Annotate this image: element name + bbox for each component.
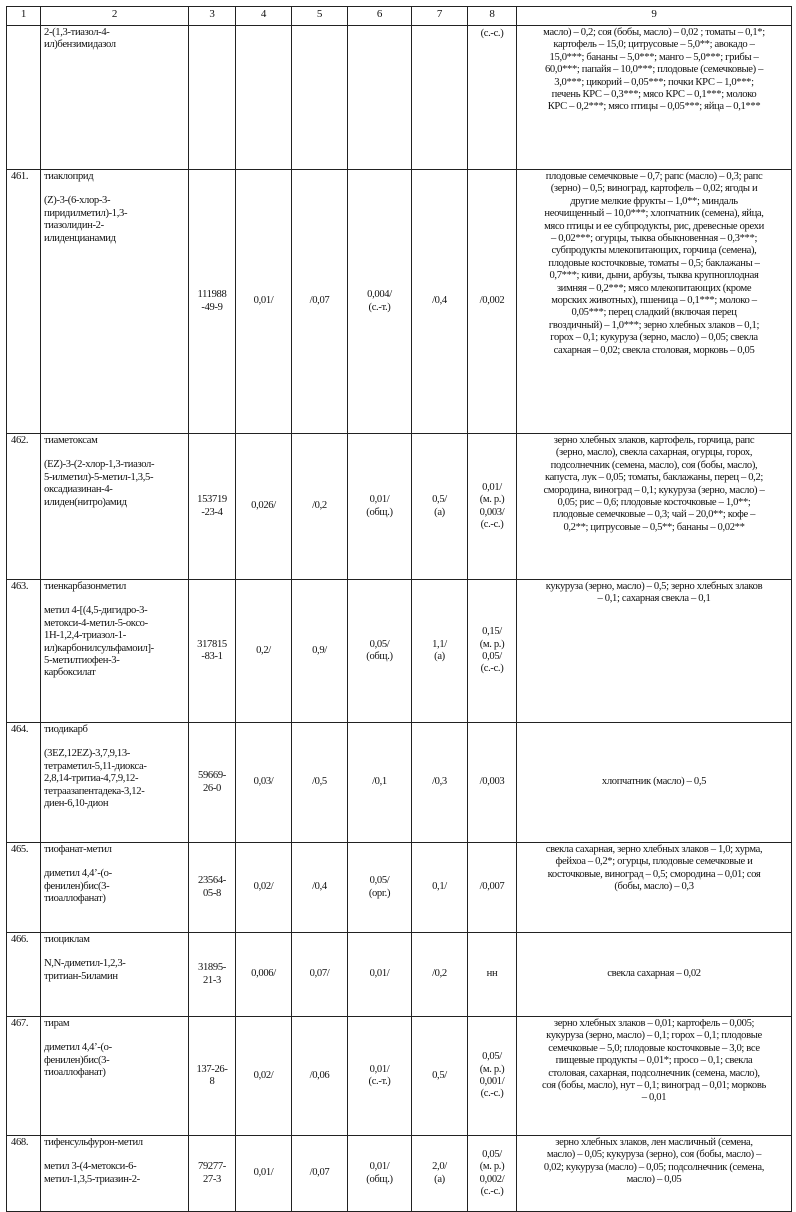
substance-cell bbox=[41, 580, 189, 723]
value-col-7: 2,0/ (а) bbox=[412, 1136, 468, 1212]
value-col-4: 0,01/ bbox=[236, 170, 292, 434]
value-col-7: /0,3 bbox=[412, 723, 468, 843]
value-col-8: 0,05/ (м. р.) 0,002/ (с.-с.) bbox=[468, 1136, 517, 1212]
substance-name: тиодикарб bbox=[44, 724, 88, 735]
value-col-6: 0,05/ (общ.) bbox=[348, 580, 412, 723]
value-col-7: 0,5/ bbox=[412, 1017, 468, 1136]
food-residue-limits: зерно хлебных злаков, картофель, горчица, рапс (зерно, масло), свекла сахарная, огурцы, горох, подсолнечник (семена, масло), соя (бобы, масло), капуста, лук – 0,05; томаты, баклажаны, перец – 0,2; смородина, виноград – 0,1; кукуруза (зерно, масло) – 0,05; рис – 0,6; плодовые косточковые – 1,0**; плодовые семечковые – 0,3; чай – 20,0**; кофе – 0,2**; цитрусовые – 0,5**; бананы – 0,02** bbox=[517, 434, 792, 580]
value-col-8: (с.-с.) bbox=[468, 26, 517, 170]
value-col-5: /0,2 bbox=[292, 434, 348, 580]
value-col-6: 0,004/ (с.-т.) bbox=[348, 170, 412, 434]
column-header: 9 bbox=[517, 7, 792, 26]
substance-cell bbox=[41, 434, 189, 580]
cas-number: 59669- 26-0 bbox=[189, 723, 236, 843]
row-number: 466. bbox=[7, 933, 41, 1017]
value-col-8: 0,05/ (м. р.) 0,001/ (с.-с.) bbox=[468, 1017, 517, 1136]
value-col-6: /0,1 bbox=[348, 723, 412, 843]
substance-name: тиоциклам bbox=[44, 934, 90, 945]
row-number: 465. bbox=[7, 843, 41, 933]
chemical-name: метил 3-(4-метокси-6- метил-1,3,5-триазин-2- bbox=[44, 1161, 140, 1185]
food-residue-limits: кукуруза (зерно, масло) – 0,5; зерно хлебных злаков – 0,1; сахарная свекла – 0,1 bbox=[517, 580, 792, 723]
value-col-6: 0,05/ (орг.) bbox=[348, 843, 412, 933]
column-header: 5 bbox=[292, 7, 348, 26]
row-number: 468. bbox=[7, 1136, 41, 1212]
substance-name: тифенсульфурон-метил bbox=[44, 1137, 143, 1148]
food-residue-limits: плодовые семечковые – 0,7; рапс (масло) – 0,3; рапс (зерно) – 0,5; виноград, картофель – 0,02; ягоды и другие мелкие фрукты – 1,0**; миндаль неочищенный – 10,0***; хлопчатник (семена), яйца, мясо птицы и ее субпродукты, рис, древесные орехи – 0,02***; огурцы, тыква обыкновенная – 0,3***; субпродукты млекопитающих, горчица (семена), плодовые косточковые, томаты – 0,5; баклажаны – 0,7***; киви, дыни, арбузы, тыква крупноплодная зимняя – 0,2***; мясо млекопитающих (кроме морских животных), пшеница – 0,1***; молоко – 0,05***; перец сладкий (включая перец гвоздичный) – 1,0***; зерно хлебных злаков – 0,1; горох – 0,1; кукуруза (зерно, масло) – 0,05; свекла сахарная – 0,02; свекла столовая, морковь – 0,05 bbox=[517, 170, 792, 434]
value-col-7: 1,1/ (а) bbox=[412, 580, 468, 723]
value-col-4: 0,02/ bbox=[236, 1017, 292, 1136]
food-residue-limits: масло) – 0,2; соя (бобы, масло) – 0,02 ; томаты – 0,1*; картофель – 15,0; цитрусовые – 5,0**; авокадо – 15,0***; бананы – 5,0***; манго – 5,0***; грибы – 60,0***; папайя – 10,0***; плодовые (семечковые) – 3,0***; цикорий – 0,05***; почки КРС – 1,0***; печень КРС – 0,3***; мясо КРС – 0,1***; молоко КРС – 0,2***; мясо птицы – 0,05***; яйца – 0,1*** bbox=[517, 26, 792, 170]
chemical-name: (3EZ,12EZ)-3,7,9,13- тетраметил-5,11-диокса- 2,8,14-тритиа-4,7,9,12- тетраазапентадека-3,12- диен-6,10-дион bbox=[44, 748, 147, 810]
chemical-name: 2-(1,3-тиазол-4- ил)бензимидазол bbox=[44, 27, 116, 51]
column-header: 4 bbox=[236, 7, 292, 26]
column-header: 7 bbox=[412, 7, 468, 26]
table-row bbox=[7, 1017, 792, 1136]
row-number: 462. bbox=[7, 434, 41, 580]
value-col-8: /0,002 bbox=[468, 170, 517, 434]
food-residue-limits: зерно хлебных злаков – 0,01; картофель – 0,005; кукуруза (зерно, масло) – 0,1; горох – 0,1; плодовые семечковые – 5,0; плодовые косточковые – 3,0; все пищевые продукты – 0,01*; просо – 0,1; свекла столовая, сахарная, подсолнечник (семена, масло), соя (бобы, масло), нут – 0,1; виноград – 0,01; морковь – 0,01 bbox=[517, 1017, 792, 1136]
value-col-7: /0,4 bbox=[412, 170, 468, 434]
value-col-4: 0,03/ bbox=[236, 723, 292, 843]
cas-number: 317815 -83-1 bbox=[189, 580, 236, 723]
table-row bbox=[7, 1136, 792, 1212]
value-col-6: 0,01/ (с.-т.) bbox=[348, 1017, 412, 1136]
chemical-name: диметил 4,4’-(о- фенилен)бис(3- тиоаллофанат) bbox=[44, 868, 112, 905]
value-col-5: /0,07 bbox=[292, 170, 348, 434]
value-col-4: 0,02/ bbox=[236, 843, 292, 933]
value-col-6: 0,01/ (общ.) bbox=[348, 434, 412, 580]
food-residue-limits: свекла сахарная – 0,02 bbox=[517, 933, 792, 1017]
table-row bbox=[7, 933, 792, 1017]
substance-cell bbox=[41, 933, 189, 1017]
value-col-5: /0,5 bbox=[292, 723, 348, 843]
substance-cell bbox=[41, 26, 189, 170]
cas-number bbox=[189, 26, 236, 170]
column-number-header-row bbox=[7, 7, 792, 26]
substance-cell bbox=[41, 1017, 189, 1136]
hygiene-standards-table-page bbox=[6, 6, 791, 1212]
substance-cell bbox=[41, 170, 189, 434]
food-residue-limits: свекла сахарная, зерно хлебных злаков – 1,0; хурма, фейхоа – 0,2*; огурцы, плодовые семечковые и косточковые, виноград – 0,5; смородина – 0,01; соя (бобы, масло) – 0,3 bbox=[517, 843, 792, 933]
substance-cell bbox=[41, 1136, 189, 1212]
value-col-7: 0,1/ bbox=[412, 843, 468, 933]
cas-number: 137-26- 8 bbox=[189, 1017, 236, 1136]
value-col-4: 0,026/ bbox=[236, 434, 292, 580]
value-col-5: 0,07/ bbox=[292, 933, 348, 1017]
chemical-name: диметил 4,4’-(о- фенилен)бис(3- тиоаллофанат) bbox=[44, 1042, 112, 1079]
value-col-6: 0,01/ (общ.) bbox=[348, 1136, 412, 1212]
substance-cell bbox=[41, 723, 189, 843]
value-col-6: 0,01/ bbox=[348, 933, 412, 1017]
substance-name: тиофанат-метил bbox=[44, 844, 112, 855]
chemical-name: (EZ)-3-(2-хлор-1,3-тиазол- 5-илметил)-5-метил-1,3,5- оксадиазинан-4- илиден(нитро)амид bbox=[44, 459, 155, 508]
food-residue-limits: хлопчатник (масло) – 0,5 bbox=[517, 723, 792, 843]
pesticide-standards-table bbox=[6, 6, 792, 1212]
value-col-8: /0,007 bbox=[468, 843, 517, 933]
row-number: 461. bbox=[7, 170, 41, 434]
column-header: 6 bbox=[348, 7, 412, 26]
column-header: 2 bbox=[41, 7, 189, 26]
table-row bbox=[7, 723, 792, 843]
value-col-5: /0,4 bbox=[292, 843, 348, 933]
value-col-6 bbox=[348, 26, 412, 170]
cas-number: 111988 -49-9 bbox=[189, 170, 236, 434]
cas-number: 23564- 05-8 bbox=[189, 843, 236, 933]
value-col-8: нн bbox=[468, 933, 517, 1017]
chemical-name: (Z)-3-(6-хлор-3- пиридилметил)-1,3- тиазолидин-2- илиденцианамид bbox=[44, 195, 128, 244]
value-col-4: 0,2/ bbox=[236, 580, 292, 723]
cas-number: 31895- 21-3 bbox=[189, 933, 236, 1017]
cas-number: 153719 -23-4 bbox=[189, 434, 236, 580]
table-row bbox=[7, 170, 792, 434]
value-col-5: /0,07 bbox=[292, 1136, 348, 1212]
value-col-7: 0,5/ (а) bbox=[412, 434, 468, 580]
table-row bbox=[7, 434, 792, 580]
value-col-7: /0,2 bbox=[412, 933, 468, 1017]
chemical-name: метил 4-[(4,5-дигидро-3- метокси-4-метил-5-оксо- 1H-1,2,4-триазол-1- ил)карбонилсульфамоил]- 5-метилтиофен-3- карбоксилат bbox=[44, 605, 154, 679]
row-number: 467. bbox=[7, 1017, 41, 1136]
table-row bbox=[7, 26, 792, 170]
food-residue-limits: зерно хлебных злаков, лен масличный (семена, масло) – 0,05; кукуруза (зерно), соя (бобы, масло) – 0,02; кукуруза (масло) – 0,05; подсолнечник (семена, масло) – 0,05 bbox=[517, 1136, 792, 1212]
value-col-5 bbox=[292, 26, 348, 170]
value-col-4 bbox=[236, 26, 292, 170]
table-row bbox=[7, 843, 792, 933]
value-col-7 bbox=[412, 26, 468, 170]
row-number: 463. bbox=[7, 580, 41, 723]
substance-name: тирам bbox=[44, 1018, 70, 1029]
substance-name: тиенкарбазонметил bbox=[44, 581, 126, 592]
row-number bbox=[7, 26, 41, 170]
substance-name: тиаметоксам bbox=[44, 435, 98, 446]
chemical-name: N,N-диметил-1,2,3- тритиан-5иламин bbox=[44, 958, 126, 982]
column-header: 8 bbox=[468, 7, 517, 26]
value-col-4: 0,01/ bbox=[236, 1136, 292, 1212]
substance-cell bbox=[41, 843, 189, 933]
value-col-5: 0,9/ bbox=[292, 580, 348, 723]
value-col-8: /0,003 bbox=[468, 723, 517, 843]
value-col-8: 0,01/ (м. р.) 0,003/ (с.-с.) bbox=[468, 434, 517, 580]
column-header: 3 bbox=[189, 7, 236, 26]
cas-number: 79277- 27-3 bbox=[189, 1136, 236, 1212]
substance-name: тиаклоприд bbox=[44, 171, 94, 182]
value-col-4: 0,006/ bbox=[236, 933, 292, 1017]
table-row bbox=[7, 580, 792, 723]
value-col-8: 0,15/ (м. р.) 0,05/ (с.-с.) bbox=[468, 580, 517, 723]
row-number: 464. bbox=[7, 723, 41, 843]
column-header: 1 bbox=[7, 7, 41, 26]
value-col-5: /0,06 bbox=[292, 1017, 348, 1136]
